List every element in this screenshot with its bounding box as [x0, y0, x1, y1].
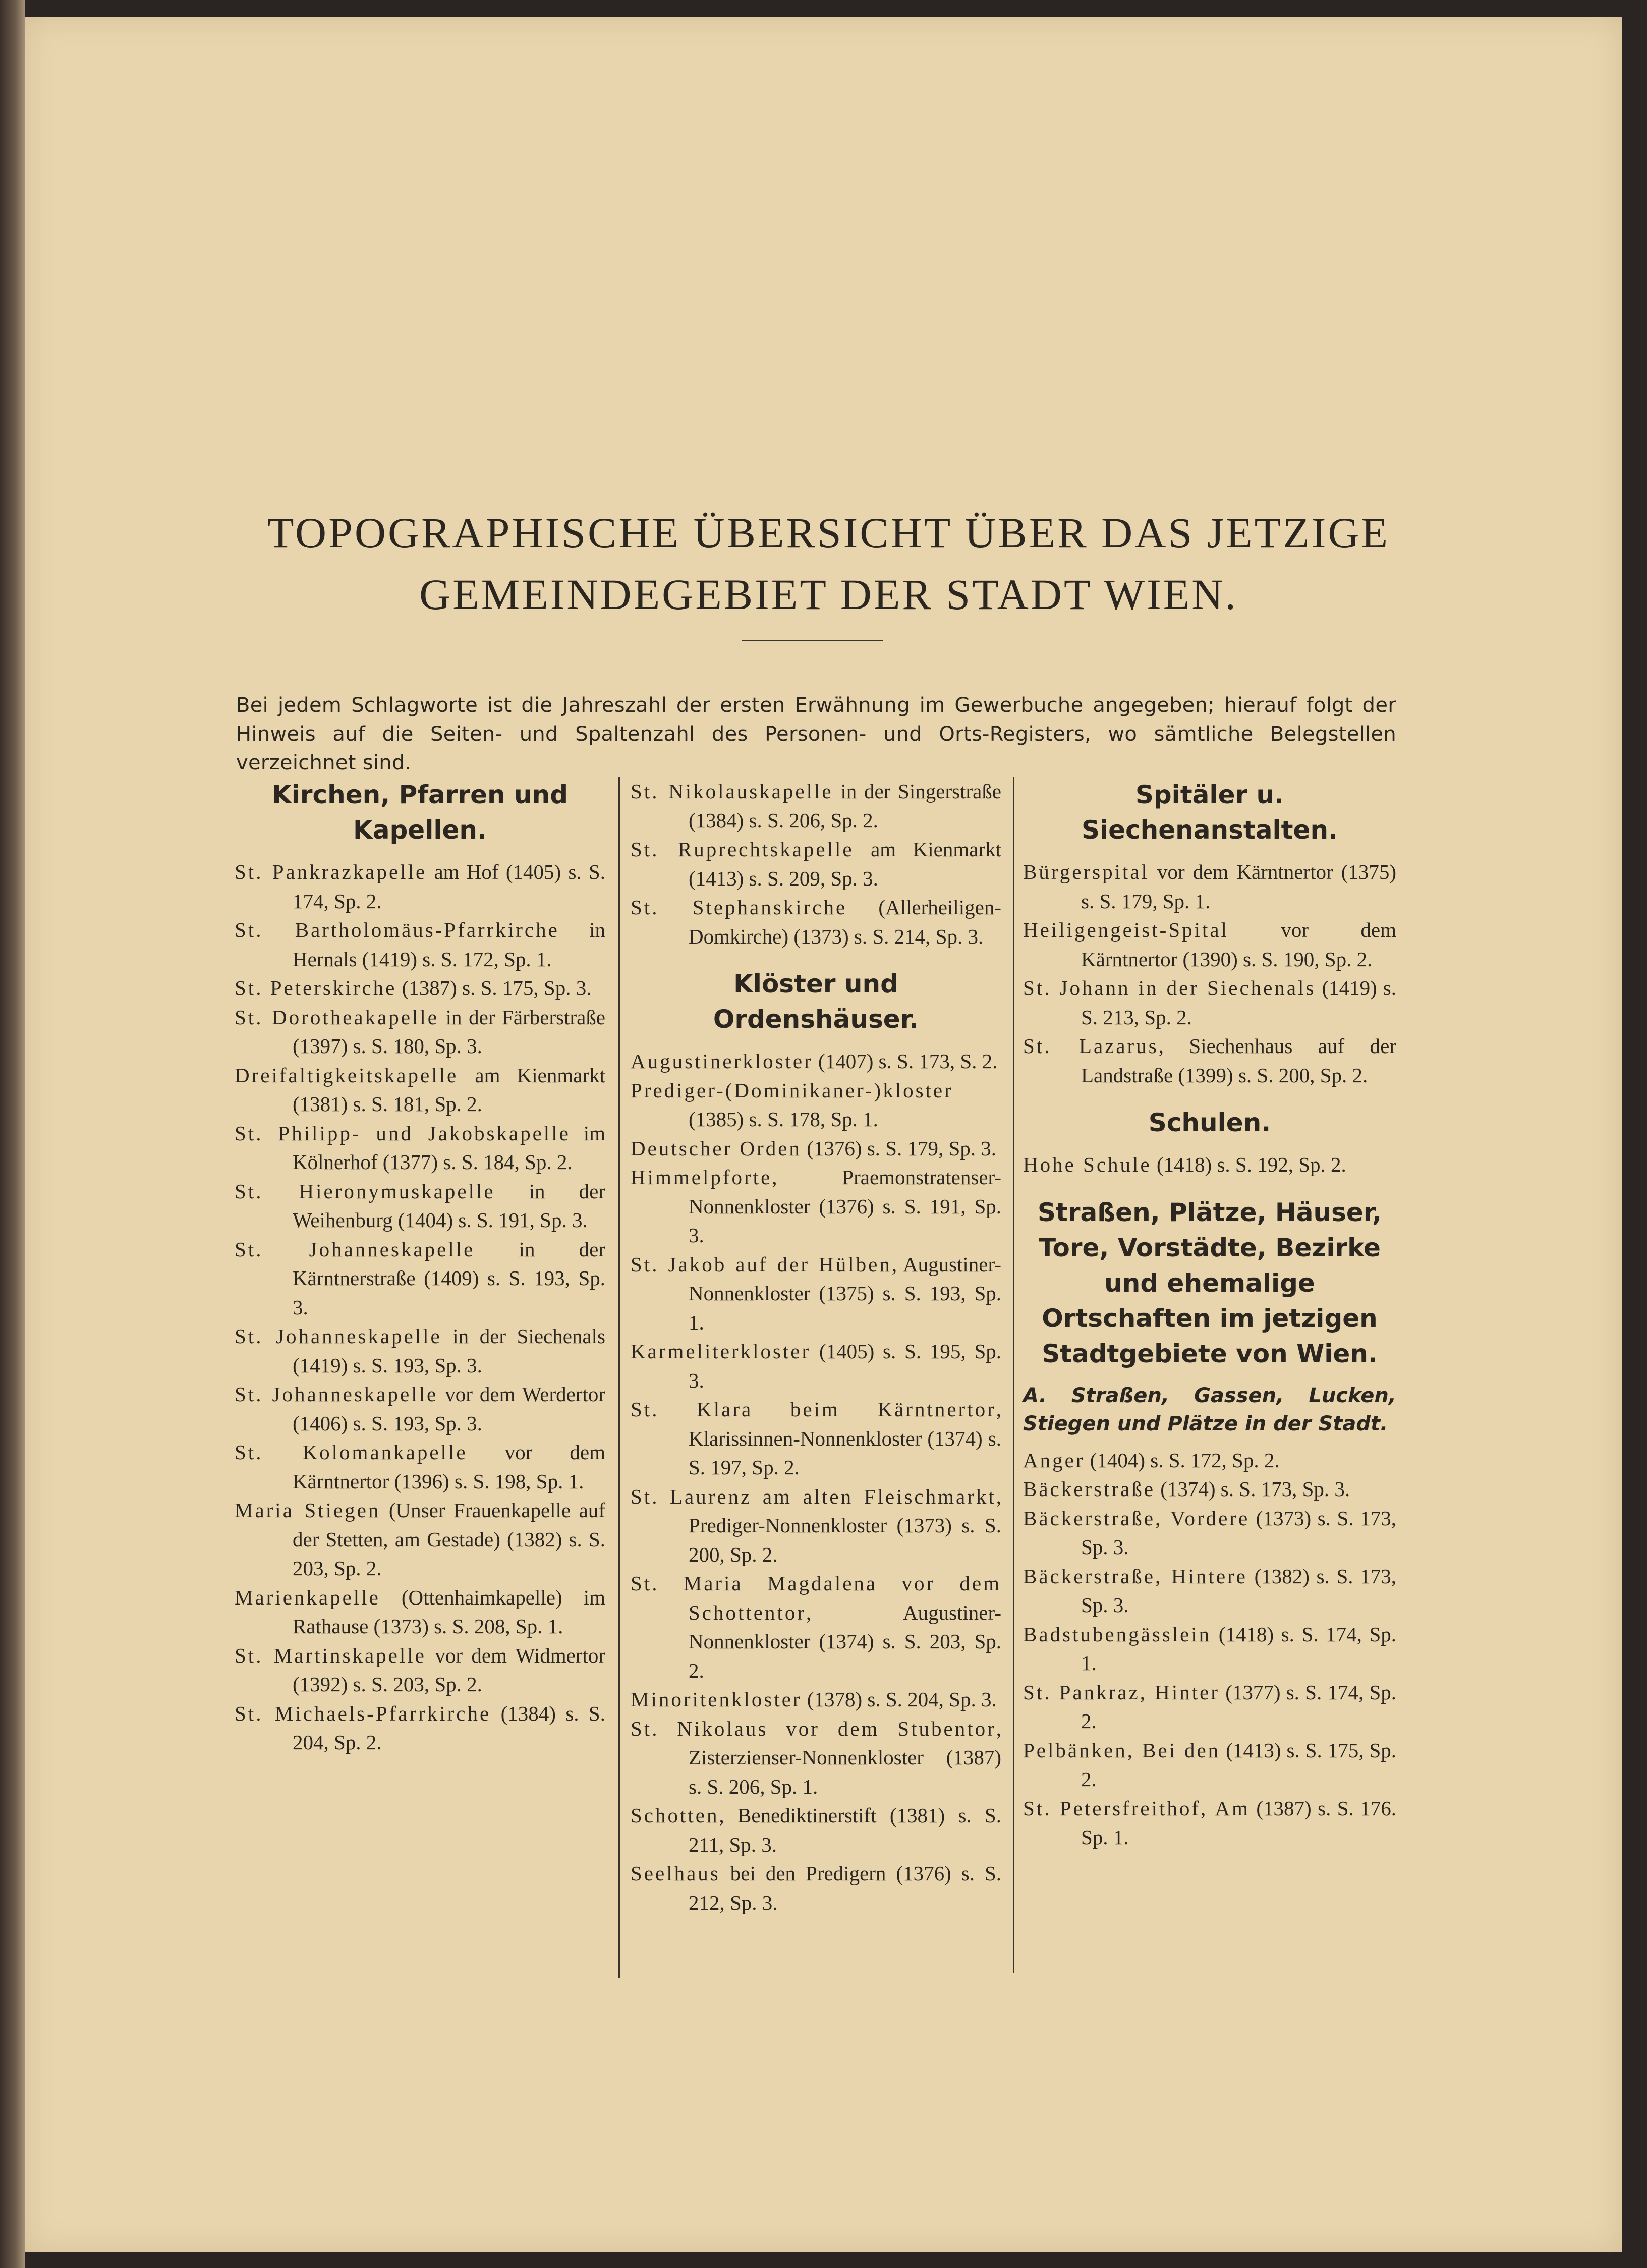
entry-reference: (1373) s. S. 173, Sp. 3.	[1081, 1506, 1396, 1559]
entry-reference: , Augustiner-Nonnenkloster (1374) s. S. 203, Sp. 2.	[689, 1600, 1001, 1682]
entry-reference: in der Siechenals (1419) s. S. 193, Sp. 3.	[293, 1324, 605, 1377]
index-entry	[631, 1076, 1001, 1134]
intro-paragraph: Bei jedem Schlagworte ist die Jahreszahl der ersten Erwähnung im Gewerbuche angegeben; hierauf folgt der Hinweis auf die Seiten- und Spaltenzahl des Personen- und Orts-Registers, wo sämtliche Belegstellen verzeichnet sind.	[236, 694, 1396, 775]
entry-name: St. Peterskirche	[235, 976, 397, 1000]
entry-name: St. Philipp- und Jakobskapelle	[235, 1121, 571, 1145]
index-entry	[235, 1003, 605, 1061]
entry-reference: , Zisterzienser-Nonnenkloster (1387) s. S. 206, Sp. 1.	[689, 1717, 1001, 1798]
index-entry	[1023, 1446, 1396, 1475]
entry-name: Bäckerstraße, Hintere	[1023, 1564, 1247, 1588]
entry-reference: (1376) s. S. 179, Sp. 3.	[801, 1136, 997, 1160]
index-entry	[631, 1337, 1001, 1395]
entry-reference: vor dem Kärntnertor (1390) s. S. 190, Sp. 2.	[1081, 918, 1396, 971]
index-entry	[235, 1380, 605, 1438]
column-1	[235, 777, 605, 1757]
entry-reference: (Ottenhaimkapelle) im Rathause (1373) s. S. 208, Sp. 1.	[293, 1585, 605, 1638]
index-entry	[631, 1047, 1001, 1076]
entry-reference: am Hof (1405) s. S. 174, Sp. 2.	[293, 860, 605, 913]
entry-reference: am Kienmarkt (1413) s. S. 209, Sp. 3.	[689, 838, 1002, 890]
index-entry	[631, 777, 1001, 835]
index-entry	[1023, 1562, 1396, 1620]
entry-name: Anger	[1023, 1448, 1085, 1472]
entry-name: St. Johanneskapelle	[235, 1382, 438, 1406]
entry-reference: vor dem Werdertor (1406) s. S. 193, Sp. 3.	[293, 1382, 605, 1435]
index-entry	[631, 1714, 1001, 1802]
entry-reference: in der Kärntnerstraße (1409) s. S. 193, Sp. 3.	[293, 1237, 605, 1319]
kirchen-continued-list	[631, 777, 1001, 951]
title-line-2: GEMEINDEGEBIET DER STADT WIEN.	[419, 570, 1238, 619]
index-entry	[1023, 974, 1396, 1032]
index-entry	[631, 835, 1001, 893]
index-entry	[631, 1859, 1001, 1917]
entry-name: Pelbänken, Bei den	[1023, 1738, 1221, 1762]
entry-name: Badstubengässlein	[1023, 1622, 1212, 1646]
entry-name: St. Dorotheakapelle	[235, 1005, 439, 1029]
index-entry	[235, 1177, 605, 1235]
index-entry	[631, 1134, 1001, 1164]
entry-reference: , Prediger-Nonnenkloster (1373) s. S. 200, Sp. 2.	[689, 1484, 1001, 1566]
index-entry	[235, 1641, 605, 1699]
entry-name: Bäckerstraße	[1023, 1477, 1155, 1501]
entry-reference: (1404) s. S. 172, Sp. 2.	[1085, 1448, 1280, 1472]
index-entry	[1023, 1032, 1396, 1090]
column-divider-2	[1013, 777, 1014, 1973]
section-heading-kloester: Klöster und Ordenshäuser.	[713, 969, 919, 1034]
title-line-1: TOPOGRAPHISCHE ÜBERSICHT ÜBER DAS JETZIGE	[267, 509, 1390, 557]
index-entry	[235, 1438, 605, 1496]
entry-reference: , Praemonstratenser-Nonnenkloster (1376) s. S. 191, Sp. 3.	[689, 1166, 1001, 1247]
subheading-strassen-stadt: A. Straßen, Gassen, Lucken, Stiegen und Plätze in der Stadt.	[1023, 1384, 1396, 1435]
index-entry	[1023, 1150, 1396, 1180]
index-entry	[235, 974, 605, 1003]
entry-name: St. Klara beim Kärntnertor	[631, 1398, 996, 1421]
entry-name: Heiligengeist-Spital	[1023, 918, 1229, 942]
entry-name: St. Maria Magdalena vor dem Schottentor	[631, 1572, 1001, 1624]
section-heading-spitaeler: Spitäler u. Siechenanstalten.	[1081, 780, 1338, 845]
entry-name: St. Hieronymuskapelle	[235, 1179, 495, 1203]
entry-reference: bei den Predigern (1376) s. S. 212, Sp. 3.	[689, 1862, 1001, 1914]
entry-name: Bürgerspital	[1023, 860, 1149, 883]
entry-name: St. Nikolauskapelle	[631, 780, 833, 803]
index-entry	[235, 858, 605, 916]
entry-reference: vor dem Kärntnertor (1396) s. S. 198, Sp. 1.	[293, 1441, 605, 1493]
entry-name: St. Lazarus	[1023, 1034, 1159, 1058]
entry-name: St. Pankrazkapelle	[235, 860, 427, 883]
index-entry	[1023, 1678, 1396, 1736]
index-entry	[1023, 1794, 1396, 1852]
section-heading-strassen: Straßen, Plätze, Häuser, Tore, Vorstädte, Bezirke und ehemalige Ortschaften im jetzigen Stadtgebiete von Wien.	[1037, 1197, 1382, 1368]
index-entry	[235, 916, 605, 974]
entry-reference: (1413) s. S. 175, Sp. 2.	[1081, 1738, 1397, 1791]
index-entry	[631, 1395, 1001, 1482]
schulen-list	[1023, 1150, 1396, 1180]
entry-name: St. Martinskapelle	[235, 1643, 426, 1667]
entry-name: Hohe Schule	[1023, 1153, 1152, 1176]
entry-name: St. Pankraz, Hinter	[1023, 1680, 1220, 1704]
title-divider	[742, 640, 883, 641]
entry-reference: (1418) s. S. 174, Sp. 1.	[1081, 1622, 1396, 1675]
entry-reference: im Kölnerhof (1377) s. S. 184, Sp. 2.	[293, 1121, 605, 1174]
entry-name: St. Petersfreithof, Am	[1023, 1796, 1250, 1820]
entry-name: Minoritenkloster	[631, 1688, 802, 1711]
entry-reference: (Unser Frauenkapelle auf der Stetten, am Gestade) (1382) s. S. 203, Sp. 2.	[293, 1499, 605, 1580]
entry-reference: vor dem Widmertor (1392) s. S. 203, Sp. 2.	[293, 1643, 605, 1696]
entry-reference: , Augustiner-Nonnenkloster (1375) s. S. 193, Sp. 1.	[689, 1252, 1001, 1334]
entry-reference: in der Weihenburg (1404) s. S. 191, Sp. 3.	[293, 1179, 605, 1232]
entry-reference: in der Färberstraße (1397) s. S. 180, Sp. 3.	[293, 1005, 605, 1058]
index-entry	[631, 1163, 1001, 1250]
book-spine-edge	[0, 0, 25, 2268]
entry-name: Augustinerkloster	[631, 1049, 813, 1073]
section-heading-kirchen: Kirchen, Pfarren und Kapellen.	[271, 780, 569, 845]
entry-name: Himmelpforte	[631, 1166, 772, 1189]
entry-name: St. Johanneskapelle	[235, 1237, 475, 1261]
index-entry	[631, 1801, 1001, 1859]
entry-name: St. Stephanskirche	[631, 896, 847, 919]
entry-reference: in Hernals (1419) s. S. 172, Sp. 1.	[293, 918, 605, 971]
index-entry	[1023, 1736, 1396, 1794]
strassen-list	[1023, 1446, 1396, 1852]
entry-reference: (1384) s. S. 204, Sp. 2.	[293, 1701, 605, 1754]
index-entry	[235, 1699, 605, 1757]
entry-name: Schotten	[631, 1804, 719, 1827]
index-entry	[1023, 916, 1396, 974]
entry-reference: (1387) s. S. 175, Sp. 3.	[396, 976, 592, 1000]
index-entry	[631, 1569, 1001, 1685]
entry-name: St. Bartholomäus-Pfarrkirche	[235, 918, 559, 942]
index-entry	[235, 1235, 605, 1322]
index-entry	[235, 1496, 605, 1583]
entry-reference: (1382) s. S. 173, Sp. 3.	[1081, 1564, 1396, 1617]
entry-name: St. Jakob auf der Hülben	[631, 1252, 892, 1276]
entry-name: St. Laurenz am alten Fleischmarkt	[631, 1484, 996, 1508]
entry-reference: (1374) s. S. 173, Sp. 3.	[1155, 1477, 1350, 1501]
entry-reference: (1387) s. S. 176. Sp. 1.	[1081, 1796, 1396, 1849]
index-entry	[235, 1322, 605, 1380]
entry-name: St. Johanneskapelle	[235, 1324, 442, 1348]
index-entry	[631, 1250, 1001, 1338]
entry-reference: (1378) s. S. 204, Sp. 3.	[802, 1688, 997, 1711]
index-entry	[1023, 1504, 1396, 1562]
entry-name: St. Nikolaus vor dem Stubentor	[631, 1717, 996, 1740]
index-entry	[1023, 1475, 1396, 1504]
kloester-list	[631, 1047, 1001, 1917]
index-entry	[235, 1061, 605, 1119]
entry-reference: (1407) s. S. 173, S. 2.	[813, 1049, 998, 1073]
index-entry	[631, 1482, 1001, 1570]
entry-name: Deutscher Orden	[631, 1136, 802, 1160]
entry-name: Seelhaus	[631, 1862, 720, 1885]
entry-name: St. Johann in der Siechenals	[1023, 976, 1316, 1000]
column-3	[1023, 777, 1396, 1852]
index-entry	[631, 893, 1001, 951]
entry-name: St. Michaels-Pfarrkirche	[235, 1701, 491, 1725]
section-heading-schulen: Schulen.	[1148, 1108, 1271, 1137]
entry-reference: , Klarissinnen-Nonnenkloster (1374) s. S. 197, Sp. 2.	[689, 1398, 1001, 1479]
entry-reference: am Kienmarkt (1381) s. S. 181, Sp. 2.	[293, 1063, 605, 1116]
entry-name: Karmeliterkloster	[631, 1340, 811, 1363]
index-entry	[631, 1685, 1001, 1714]
entry-name: St. Ruprechtskapelle	[631, 838, 854, 861]
entry-name: St. Kolomankapelle	[235, 1441, 468, 1464]
index-entry	[235, 1583, 605, 1641]
entry-reference: (1419) s. S. 213, Sp. 2.	[1081, 976, 1397, 1029]
kirchen-list	[235, 858, 605, 1757]
entry-name: Bäckerstraße, Vordere	[1023, 1506, 1250, 1530]
page-title	[0, 502, 1647, 625]
entry-reference: (Allerheiligen-Domkirche) (1373) s. S. 214, Sp. 3.	[689, 896, 1001, 948]
entry-name: Dreifaltigkeitskapelle	[235, 1063, 459, 1087]
entry-name: Maria Stiegen	[235, 1499, 381, 1522]
index-entry	[235, 1119, 605, 1177]
column-2	[631, 777, 1001, 1917]
column-divider-1	[618, 777, 620, 1978]
entry-reference: vor dem Kärntnertor (1375) s. S. 179, Sp. 1.	[1081, 860, 1396, 913]
entry-reference: , Siechenhaus auf der Landstraße (1399) s. S. 200, Sp. 2.	[1081, 1034, 1396, 1087]
entry-name: Prediger-(Dominikaner-)kloster	[631, 1078, 953, 1102]
entry-reference: (1405) s. S. 195, Sp. 3.	[689, 1340, 1001, 1392]
entry-name: Marienkapelle	[235, 1585, 380, 1609]
index-entry	[1023, 1620, 1396, 1678]
entry-reference: (1418) s. S. 192, Sp. 2.	[1151, 1153, 1346, 1176]
entry-reference: (1377) s. S. 174, Sp. 2.	[1081, 1680, 1396, 1733]
index-entry	[1023, 858, 1396, 916]
spitaeler-list	[1023, 858, 1396, 1090]
entry-reference: in der Singerstraße (1384) s. S. 206, Sp. 2.	[689, 780, 1001, 832]
entry-reference: , Benediktinerstift (1381) s. S. 211, Sp. 3.	[689, 1804, 1001, 1856]
entry-reference: (1385) s. S. 178, Sp. 1.	[689, 1108, 878, 1131]
